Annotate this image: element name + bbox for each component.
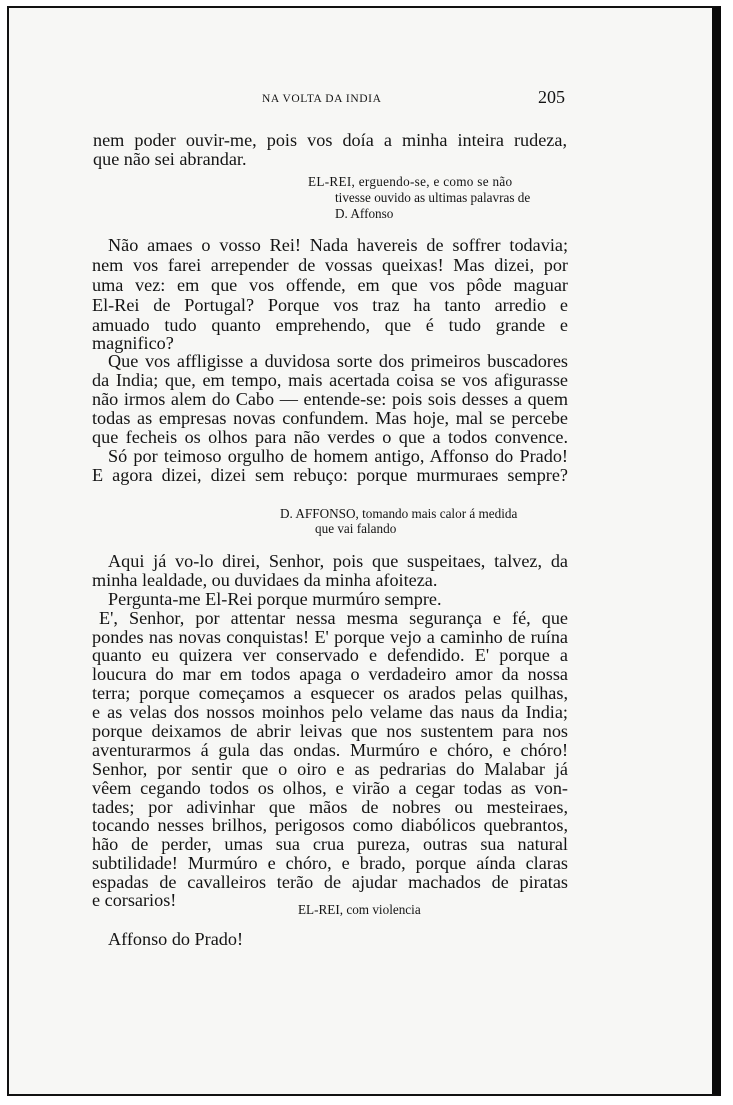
- text-line: tades; por adivinhar que mãos de nobres ou mesteiraes,: [92, 797, 568, 817]
- stage-direction-line: D. AFFONSO, tomando mais calor á medida: [280, 506, 518, 521]
- text-line: subtilidade! Murmúro e chóro, e brado, porque aínda claras: [92, 853, 568, 873]
- text-line: Pergunta-me El-Rei porque murmúro sempre.: [108, 589, 442, 609]
- text-line: nem poder ouvir-me, pois vos doía a minha inteira rudeza,: [93, 130, 567, 150]
- text-line: e as velas dos nossos moinhos pelo velame das naus da India;: [92, 702, 568, 722]
- text-line: espadas de cavalleiros terão de ajudar machados de piratas: [92, 872, 568, 892]
- text-line: pondes nas novas conquistas! E' porque vejo a caminho de ruína: [92, 627, 568, 647]
- text-line: porque deixamos de abrir leivas que nos sustentem para nos: [92, 721, 568, 741]
- text-line: terra; porque começamos a esquecer os arados pelas quilhas,: [92, 683, 568, 703]
- text-line: Não amaes o vosso Rei! Nada havereis de soffrer todavia;: [108, 235, 568, 255]
- text-line: que fecheis os olhos para não verdes o que a todos convence.: [92, 427, 568, 447]
- text-line: aventurarmos á gula das ondas. Murmúro e chóro, e chóro!: [92, 740, 568, 760]
- text-line: Só por teimoso orgulho de homem antigo, Affonso do Prado!: [108, 446, 568, 466]
- running-title: NA VOLTA DA INDIA: [262, 93, 382, 105]
- text-line: e corsarios!: [92, 890, 177, 910]
- text-line: magnifico?: [92, 333, 174, 353]
- text-line: não irmos alem do Cabo — entende-se: pois sois desses a quem: [92, 389, 568, 409]
- text-line: vêem cegando todos os olhos, e virão a cegar todas as von-: [92, 778, 568, 798]
- text-line: que não sei abrandar.: [93, 149, 247, 169]
- stage-direction-line: EL-REI, erguendo-se, e como se não: [308, 174, 513, 189]
- text-line: amuado tudo quanto emprehendo, que é tudo grande e: [92, 315, 568, 335]
- text-line: hão de perder, umas sua crua pureza, outras sua natural: [92, 834, 568, 854]
- text-line: El-Rei de Portugal? Porque vos traz ha tanto arredio e: [92, 295, 568, 315]
- text-line: E', Senhor, por attentar nessa mesma segurança e fé, que: [99, 608, 568, 628]
- text-line: todas as empresas novas confundem. Mas hoje, mal se percebe: [92, 408, 568, 428]
- page-number: 205: [538, 87, 565, 107]
- text-line: E agora dizei, dizei sem rebuço: porque murmuraes sempre?: [92, 465, 568, 485]
- text-line: loucura do mar em todos apaga o verdadeiro amor da nossa: [92, 664, 568, 684]
- text-line: Affonso do Prado!: [108, 929, 244, 949]
- stage-direction: [308, 175, 512, 188]
- text-line: minha lealdade, ou duvidaes da minha afoiteza.: [92, 570, 438, 590]
- text-line: uma vez: em que vos offende, em que vos pôde maguar: [92, 275, 568, 295]
- stage-direction-line: EL-REI, com violencia: [298, 902, 421, 917]
- text-line: quanto eu quizera ver conservado e defendido. E' porque a: [92, 645, 568, 665]
- stage-direction-line: que vai falando: [315, 521, 397, 536]
- text-line: nem vos farei arrepender de vossas queixas! Mas dizei, por: [92, 255, 568, 275]
- stage-direction-line: tivesse ouvido as ultimas palavras de: [335, 190, 531, 205]
- stage-direction-line: D. Affonso: [335, 206, 394, 221]
- text-line: Aqui já vo-lo direi, Senhor, pois que suspeitaes, talvez, da: [108, 551, 568, 571]
- text-line: Que vos affligisse a duvidosa sorte dos primeiros buscadores: [108, 351, 568, 371]
- text-line: tocando nesses brilhos, perigosos como diabólicos quebrantos,: [92, 815, 568, 835]
- text-line: Senhor, por sentir que o oiro e as pedrarias do Malabar já: [92, 759, 568, 779]
- text-line: da India; que, em tempo, mais acertada coisa se vos afigurasse: [92, 370, 568, 390]
